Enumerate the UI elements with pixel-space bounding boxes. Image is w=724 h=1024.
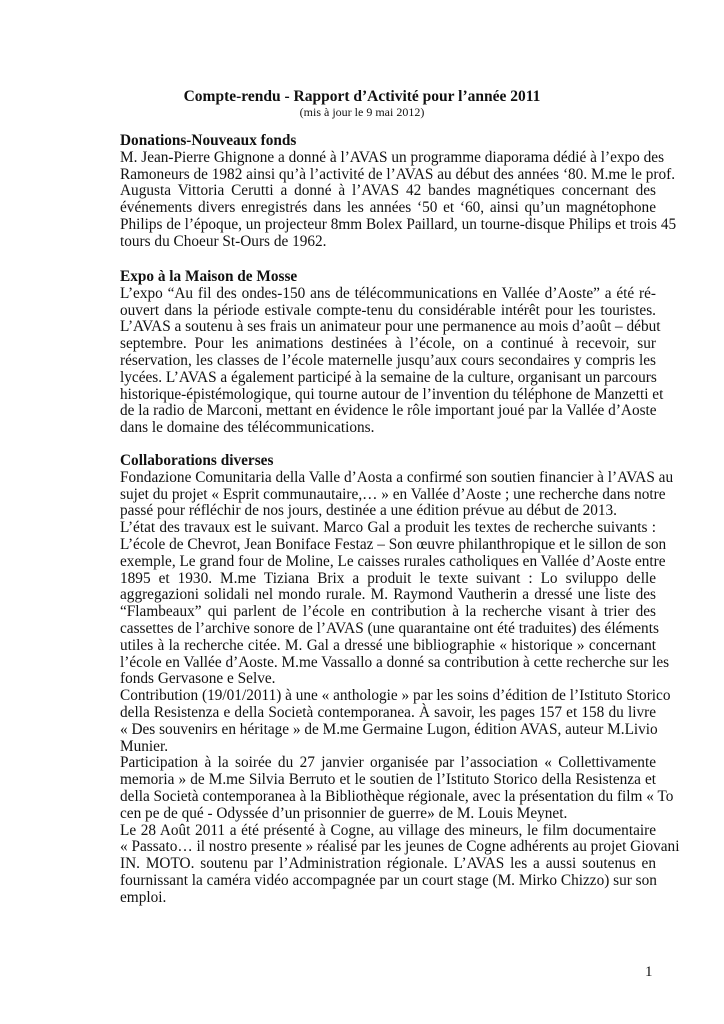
text-line: fonds Gervasone e Selve.: [120, 670, 276, 688]
text-line: Le 28 Août 2011 a été présenté à Cogne, au village des mineurs, le film documentaire: [120, 821, 656, 839]
text-line: dans le domaine des télécommunications.: [120, 419, 375, 437]
paragraph: [120, 468, 674, 520]
paragraph: [120, 687, 671, 755]
text-line: Participation à la soirée du 27 janvier organisée par l’association « Collettivamente: [120, 754, 656, 772]
paragraph: [120, 148, 677, 251]
section-heading: Collaborations diverses: [120, 452, 274, 469]
text-line: memoria » de M.me Silvia Berruto et le soutien de l’Istituto Storico della Resistenza et: [120, 771, 656, 789]
text-line: M. Jean-Pierre Ghignone a donné à l’AVAS un programme diaporama dédié à l’expo des: [120, 148, 665, 166]
paragraph: [120, 821, 680, 907]
text-line: fournissant la caméra vidéo accompagnée par un court stage (M. Mirko Chizzo) sur son: [120, 871, 657, 889]
text-line: emploi.: [120, 888, 167, 906]
text-line: Contribution (19/01/2011) à une « anthologie » par les soins d’édition de l’Istituto Storico: [120, 687, 671, 705]
text-line: historique-épistémologique, qui tourne autour de l’invention du téléphone de Manzetti et: [120, 385, 664, 403]
text-line: sujet du projet « Esprit communautaire,… » en Vallée d’Aoste ; une recherche dans notre: [120, 485, 666, 503]
text-line: « Des souvenirs en héritage » de M.me Germaine Lugon, édition AVAS, auteur M.Livio: [120, 720, 658, 738]
text-line: de la radio de Marconi, mettant en évidence le rôle important joué par la Vallée d’Aoste: [120, 402, 657, 420]
paragraph: [120, 284, 664, 437]
text-line: exemple, Le grand four de Moline, Le caisses rurales catholiques en Vallée d’Aoste entre: [120, 552, 666, 570]
text-line: réservation, les classes de l’école maternelle jusqu’aux cours secondaires y compris les: [120, 351, 656, 369]
text-line: L’expo “Au fil des ondes-150 ans de télécommunications en Vallée d’Aoste” a été ré-: [120, 284, 656, 302]
text-line: événements divers enregistrés dans les années ‘50 et ‘60, ainsi qu’un magnétophone: [120, 199, 656, 217]
text-line: Philips de l’époque, un projecteur 8mm Bolex Paillard, un tourne-disque Philips et trois 45: [120, 215, 677, 233]
text-line: della Resistenza e della Società contemporanea. À savoir, les pages 157 et 158 du livre: [120, 703, 656, 721]
section-collaborations: [120, 452, 680, 907]
text-line: Munier.: [120, 737, 169, 755]
document-title: Compte-rendu - Rapport d’Activité pour l’année 2011: [183, 88, 541, 105]
text-line: cen pe de qué - Odyssée d’un prisonnier de guerre» de M. Louis Meynet.: [120, 804, 568, 822]
text-line: 1895 et 1930. M.me Tiziana Brix a produit le texte suivant : Lo sviluppo delle: [120, 569, 656, 587]
text-line: aggregazioni solidali nel mondo rurale. M. Raymond Vautherin a dressé une liste des: [120, 586, 656, 604]
text-line: utiles à la recherche citée. M. Gal a dressé une bibliographie « historique » concernant: [120, 636, 656, 654]
section-heading: Expo à la Maison de Mosse: [120, 268, 298, 285]
paragraph: [120, 519, 670, 688]
text-line: L’AVAS a soutenu à ses frais un animateur pour une permanence au mois d’août – début: [120, 318, 661, 336]
text-line: della Società contemporanea à la Bibliothèque régionale, avec la présentation du film « To: [120, 787, 674, 805]
text-line: ouvert dans la période estivale compte-tenu du considérable intérêt pour les touristes.: [120, 301, 656, 319]
text-line: tours du Choeur St-Ours de 1962.: [120, 232, 327, 250]
section-heading: Donations-Nouveaux fonds: [120, 132, 297, 149]
text-line: Augusta Vittoria Cerutti a donné à l’AVAS 42 bandes magnétiques concernant des: [120, 182, 656, 200]
text-line: L’école de Chevrot, Jean Boniface Festaz – Son œuvre philanthropique et le sillon de son: [120, 535, 667, 553]
section-expo: [120, 268, 664, 437]
document-subtitle: (mis à jour le 9 mai 2012): [299, 105, 425, 119]
text-line: Fondazione Comunitaria della Valle d’Aosta a confirmé son soutien financier à l’AVAS au: [120, 468, 674, 486]
text-line: septembre. Pour les animations destinées à l’école, on a continué à recevoir, sur: [120, 335, 656, 353]
section-donations: [120, 132, 677, 251]
text-line: « Passato… il nostro presente » réalisé par les jeunes de Cogne adhérents au projet Giovani: [120, 838, 680, 856]
page-number: 1: [645, 964, 653, 980]
text-line: IN. MOTO. soutenu par l’Administration régionale. L’AVAS les a aussi soutenus en: [120, 855, 656, 873]
text-line: l’école en Vallée d’Aoste. M.me Vassallo a donné sa contribution à cette recherche sur les: [120, 653, 670, 671]
text-line: cassettes de l’archive sonore de l’AVAS (une quarantaine ont été traduites) des éléments: [120, 619, 659, 637]
text-line: “Flambeaux” qui parlent de l’école en contribution à la recherche visant à trier des: [120, 603, 656, 621]
text-line: lycées. L’AVAS a également participé à la semaine de la culture, organisant un parcours: [120, 368, 657, 386]
text-line: L’état des travaux est le suivant. Marco Gal a produit les textes de recherche suivants :: [120, 519, 656, 537]
text-line: passé pour réfléchir de nos jours, destinée a une édition prévue au début de 2013.: [120, 502, 617, 520]
text-line: Ramoneurs de 1982 ainsi qu’à l’activité de l’AVAS au début des années ‘80. M.me le prof.: [120, 165, 676, 183]
paragraph: [120, 754, 674, 822]
